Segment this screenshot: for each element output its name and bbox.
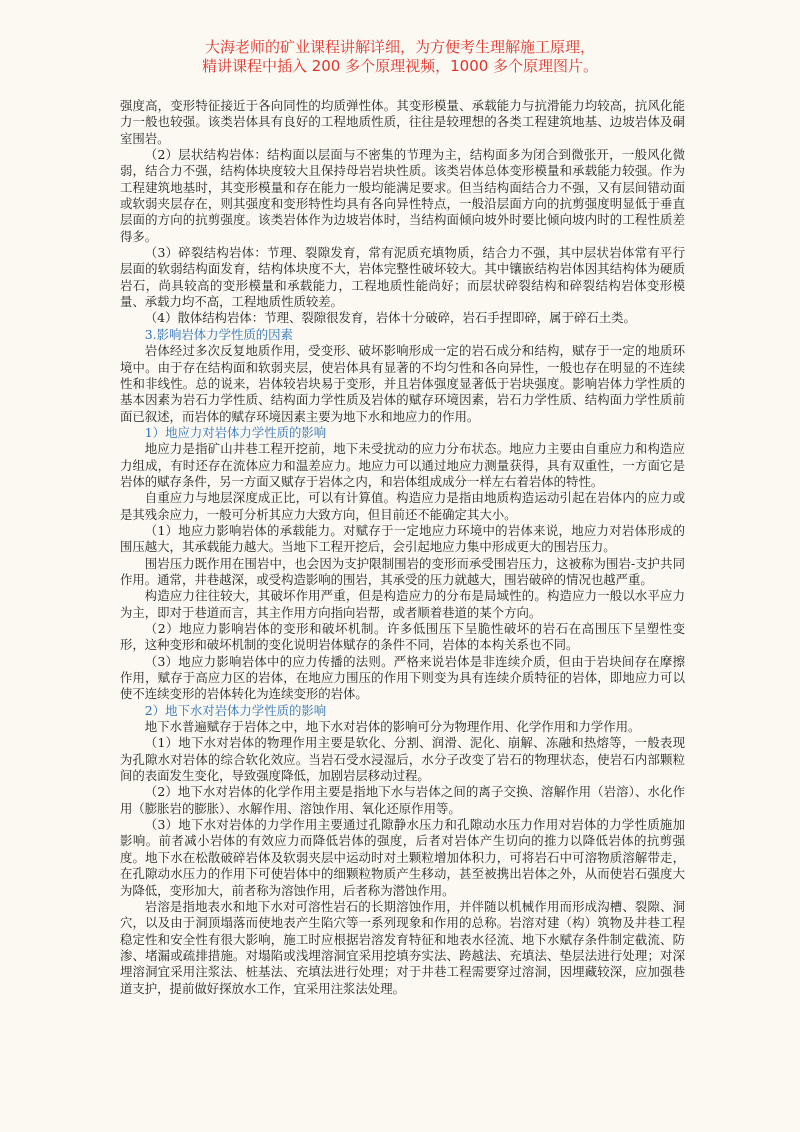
paragraph: 自重应力与地层深度成正比，可以有计算值。构造应力是指由地质构造运动引起在岩体内的应力或是其残余应力，一般可分析其应力大致方向，但目前还不能确定其大小。	[120, 490, 685, 522]
subsection-heading: 1）地应力对岩体力学性质的影响	[144, 424, 327, 440]
paragraph: 岩溶是指地表水和地下水对可溶性岩石的长期溶蚀作用，并伴随以机械作用而形成沟槽、裂隙、洞穴，以及由于洞顶塌落而使地表产生陷穴等一系列现象和作用的总称。岩溶对建（构）筑物及井巷工程稳定性和安全性有很大影响，施工时应根据岩溶发育特征和地表水径流、地下水赋存条件制定截流、防渗、堵漏或疏排措施。对塌陷或浅埋溶洞宜采用挖填夯实法、跨越法、充填法、垫层法进行处理；对深埋溶洞宜采用注浆法、桩基法、充填法进行处理；对于井巷工程需要穿过溶洞，因埋藏较深，应加强巷道支护，提前做好探放水工作，宜采用注浆法处理。	[120, 898, 685, 996]
paragraph: （1）地下水对岩体的物理作用主要是软化、分割、润滑、泥化、崩解、冻融和热熔等，一般表现为孔隙水对岩体的综合软化效应。当岩石受水浸湿后，水分子改变了岩石的物理状态，使岩石内部颗粒间的表面发生变化，导致强度降低，加剧岩层移动过程。	[120, 735, 685, 784]
paragraph: （2）层状结构岩体：结构面以层面与不密集的节理为主，结构面多为闭合到微张开，一般风化微弱，结合力不强，结构体块度较大且保持母岩岩块性质。该类岩体总体变形模量和承载能力较强。作为工程建筑地基时，其变形模量和存在能力一般均能满足要求。但当结构面结合力不强，又有层间错动面或软弱夹层存在，则其强度和变形特性均具有各向异性特点，一般沿层面方向的抗剪强度明显低于垂直层面的方向的抗剪强度。该类岩体作为边坡岩体时，当结构面倾向坡外时要比倾向坡内时的工程性质差得多。	[120, 147, 685, 244]
document-body	[120, 98, 685, 997]
paragraph: （3）地下水对岩体的力学作用主要通过孔隙静水压力和孔隙动水压力作用对岩体的力学性质施加影响。前者减小岩体的有效应力而降低岩体的强度，后者对岩体产生切向的推力以降低岩体的抗剪强度。地下水在松散破碎岩体及软弱夹层中运动时对土颗粒增加体积力，可将岩石中可溶物质溶解带走，在孔隙动水压力的作用下可使岩体中的细颗粒物质产生移动，甚至被携出岩体之外，从而使岩石强度大为降低，变形加大，前者称为溶蚀作用，后者称为潜蚀作用。	[120, 817, 685, 898]
paragraph: 构造应力往往较大，其破坏作用严重，但是构造应力的分布是局域性的。构造应力一般以水平应力为主，即对于巷道而言，其主作用方向指向岩帮，或者顺着巷道的某个方向。	[120, 588, 685, 620]
subsection-heading: 2）地下水对岩体力学性质的影响	[144, 702, 327, 718]
paragraph: （1）地应力影响岩体的承载能力。对赋存于一定地应力环境中的岩体来说，地应力对岩体形成的围压越大，其承载能力越大。当地下工程开挖后，会引起地应力集中形成更大的围岩压力。	[120, 522, 685, 555]
header-line-2: 精讲课程中插入 200 多个原理视频，1000 多个原理图片。	[201, 57, 599, 75]
paragraph: 地下水普遍赋存于岩体之中，地下水对岩体的影响可分为物理作用、化学作用和力学作用。	[144, 719, 641, 735]
paragraph: （2）地下水对岩体的化学作用主要是指地下水与岩体之间的离子交换、溶解作用（岩溶）、水化作用（膨胀岩的膨胀）、水解作用、溶蚀作用、氧化还原作用等。	[120, 784, 685, 816]
section-heading: 3.影响岩体力学性质的因素	[144, 326, 293, 342]
paragraph: 地应力是指矿山井巷工程开挖前，地下未受扰动的应力分布状态。地应力主要由自重应力和构造应力组成，有时还存在流体应力和温差应力。地应力可以通过地应力测量获得，具有双重性，一方面它是岩体的赋存条件，另一方面又赋存于岩体之内，和岩体组成成分一样左右着岩体的特性。	[120, 441, 685, 489]
page-header	[0, 38, 800, 76]
paragraph: 围岩压力既作用在围岩中，也会因为支护限制围岩的变形而承受围岩压力，这被称为围岩-支护共同作用。通常，井巷越深，或受构造影响的围岩，其承受的压力就越大，围岩破碎的情况也越严重。	[120, 555, 685, 587]
paragraph: （4）散体结构岩体：节理、裂隙很发育，岩体十分破碎，岩石手捏即碎，属于碎石土类。	[144, 310, 636, 326]
header-line-1: 大海老师的矿业课程讲解详细，为方便考生理解施工原理，	[204, 38, 595, 56]
paragraph: （2）地应力影响岩体的变形和破坏机制。许多低围压下呈脆性破坏的岩石在高围压下呈塑性变形，这种变形和破坏机制的变化说明岩体赋存的条件不同，岩体的本构关系也不同。	[120, 621, 685, 653]
paragraph-continued: 强度高，变形特征接近于各向同性的均质弹性体。其变形模量、承载能力与抗滑能力均较高，抗风化能力一般也较强。该类岩体具有良好的工程地质性质，往往是较理想的各类工程建筑地基、边坡岩体及硐室围岩。	[120, 98, 685, 146]
paragraph: （3）地应力影响岩体中的应力传播的法则。严格来说岩体是非连续介质，但由于岩块间存在摩擦作用，赋存于高应力区的岩体，在地应力围压的作用下则变为具有连续介质特征的岩体，即地应力可以使不连续变形的岩体转化为连续变形的岩体。	[120, 653, 685, 702]
paragraph: （3）碎裂结构岩体：节理、裂隙发育，常有泥质充填物质，结合力不强，其中层状岩体常有平行层面的软弱结构面发育，结构体块度不大，岩体完整性破坏较大。其中镶嵌结构岩体因其结构体为硬质岩石，尚具较高的变形模量和承载能力，工程地质性能尚好；而层状碎裂结构和碎裂结构岩体变形模量、承载力均不高，工程地质性质较差。	[120, 245, 685, 310]
paragraph: 岩体经过多次反复地质作用，受变形、破坏影响形成一定的岩石成分和结构，赋存于一定的地质环境中。由于存在结构面和软弱夹层，使岩体具有显著的不均匀性和各向异性，一般也存在明显的不连续性和非线性。总的说来，岩体较岩块易于变形，并且岩体强度显著低于岩块强度。影响岩体力学性质的基本因素为岩石力学性质、结构面力学性质及岩体的赋存环境因素，岩石力学性质、结构面力学性质前面已叙述，而岩体的赋存环境因素主要为地下水和地应力的作用。	[120, 343, 685, 424]
